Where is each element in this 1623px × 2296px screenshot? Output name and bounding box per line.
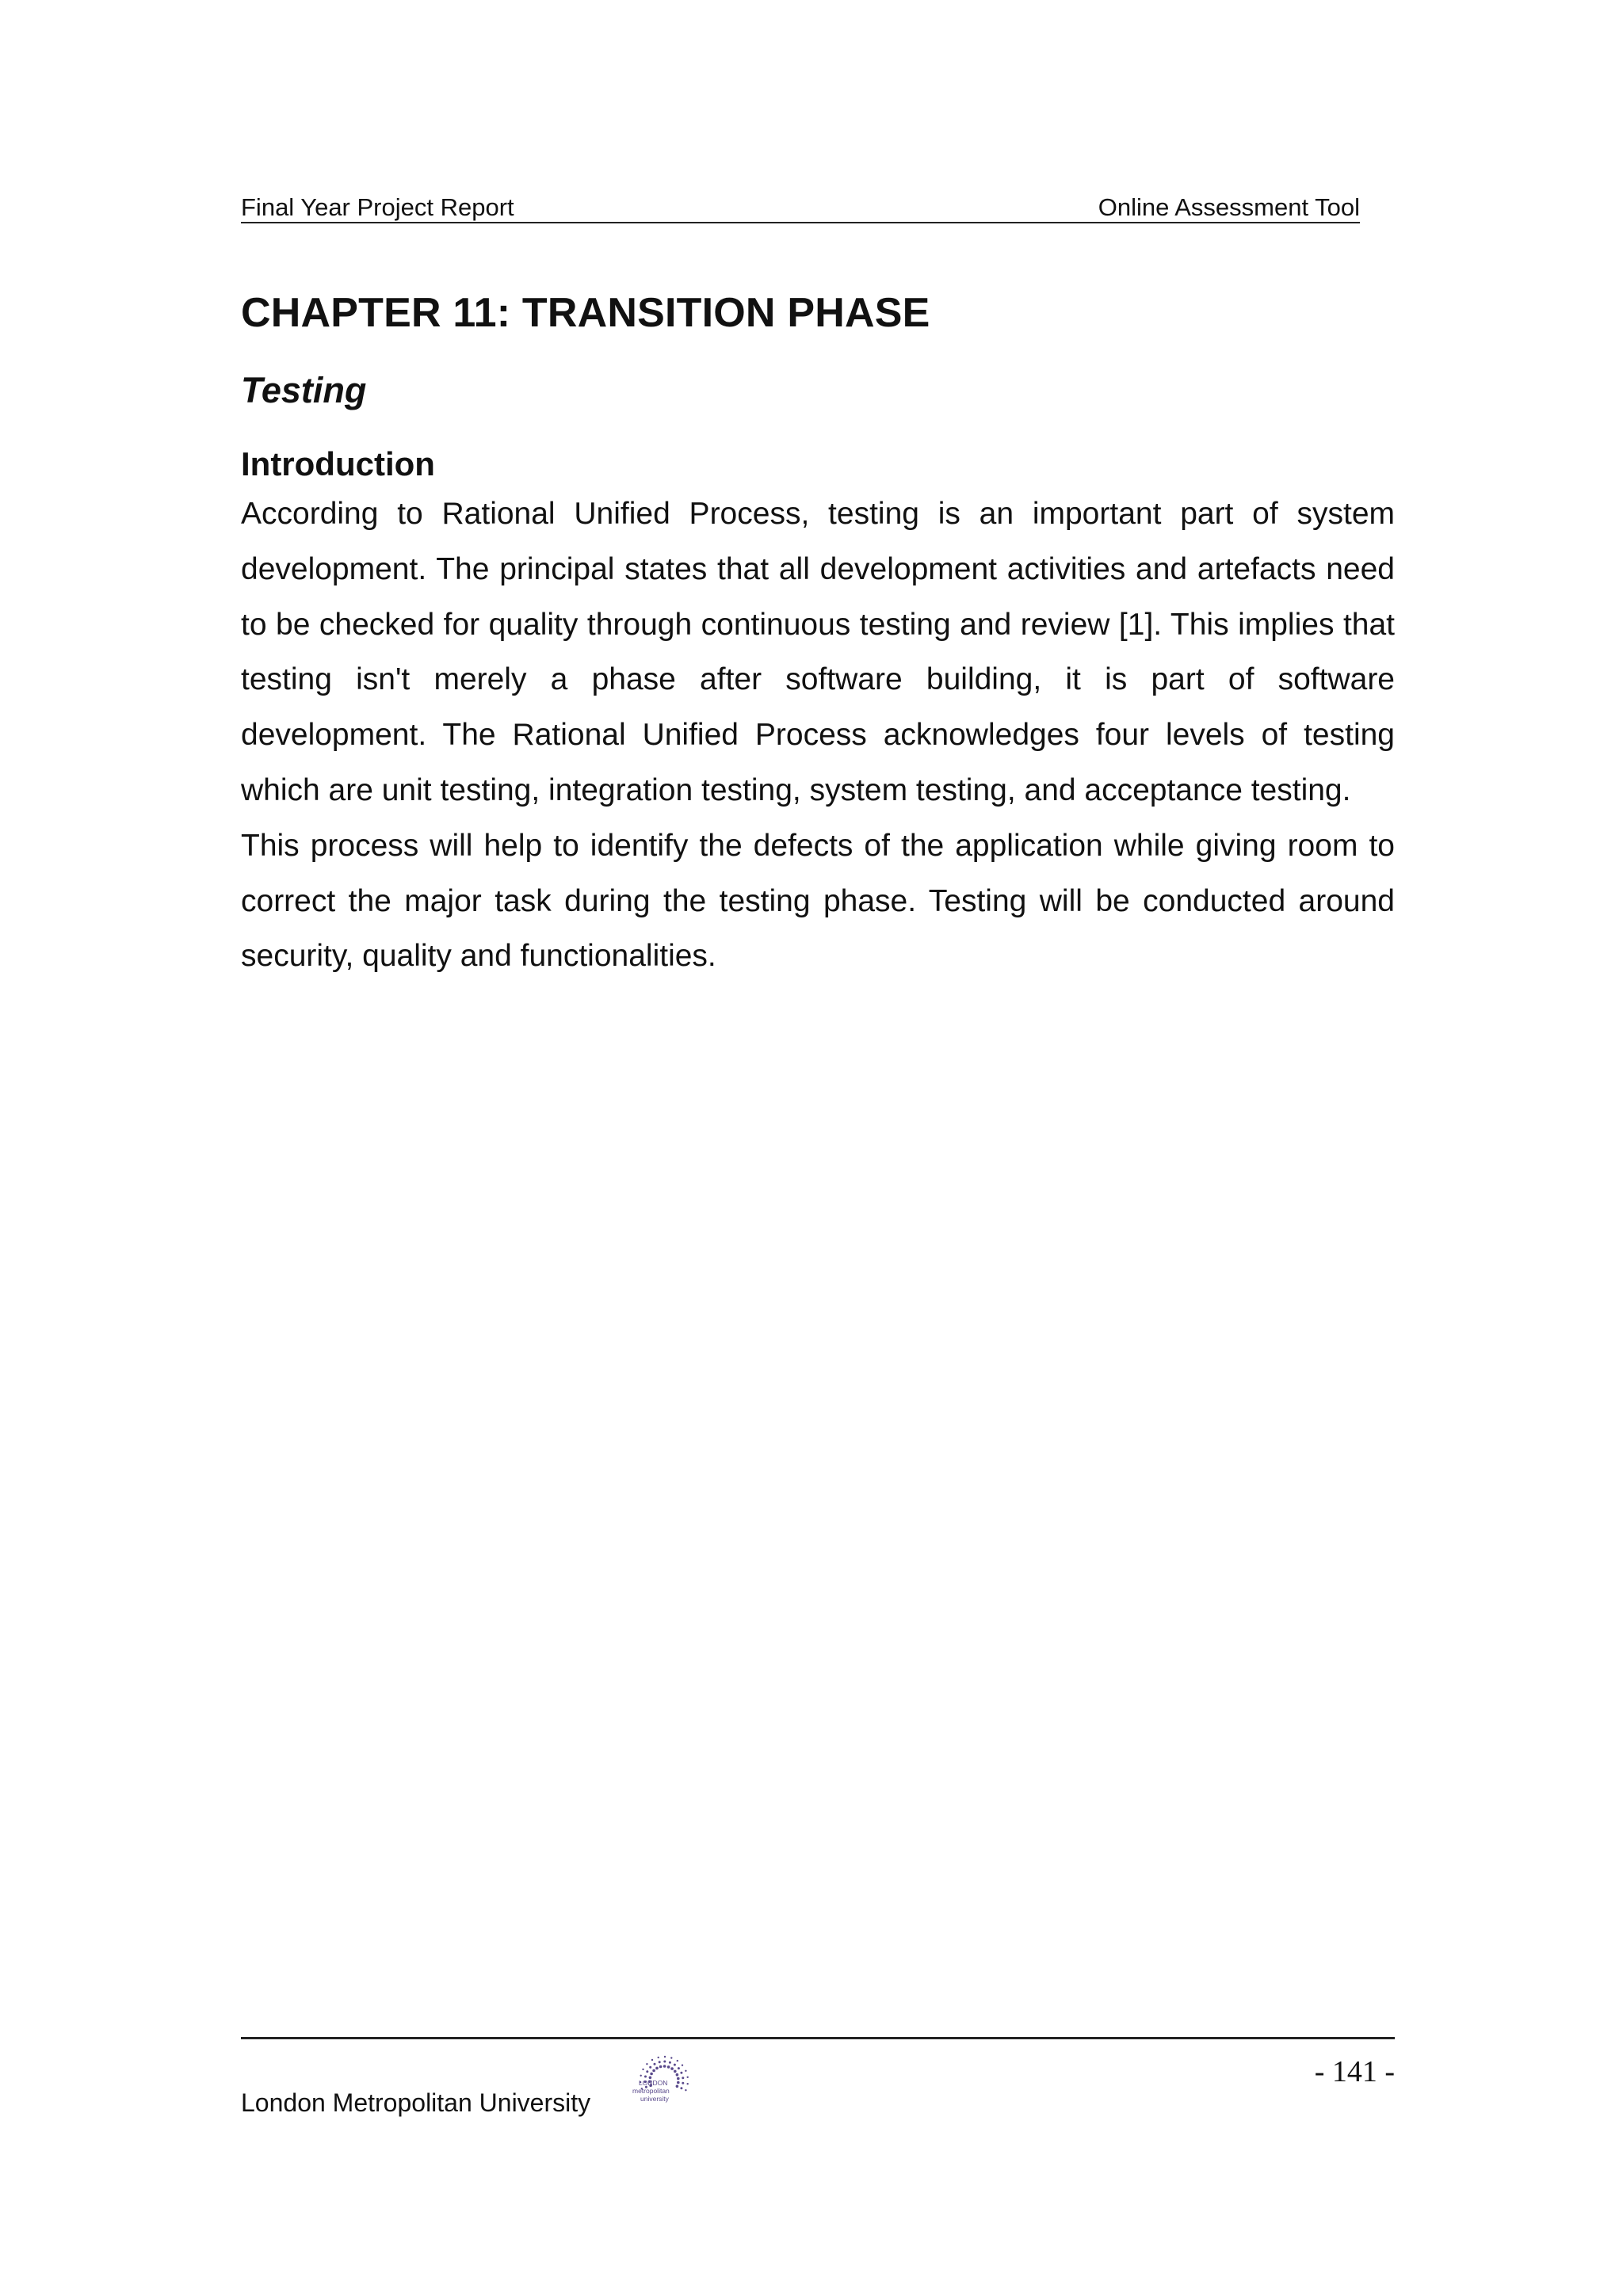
logo-dot xyxy=(652,2069,655,2073)
header-report-title: Final Year Project Report xyxy=(241,193,514,221)
logo-dot xyxy=(670,2067,674,2070)
logo-dot xyxy=(680,2072,682,2074)
chapter-title: CHAPTER 11: TRANSITION PHASE xyxy=(241,290,930,336)
logo-dot xyxy=(674,2070,677,2073)
logo-dot xyxy=(644,2076,647,2078)
logo-dot xyxy=(640,2075,642,2077)
logo-dot xyxy=(677,2060,678,2061)
logo-dot xyxy=(687,2083,689,2084)
logo-dot xyxy=(646,2063,647,2065)
logo-dot xyxy=(678,2067,680,2069)
logo-dot xyxy=(642,2069,643,2070)
logo-dot xyxy=(655,2067,659,2070)
logo-dot xyxy=(676,2073,679,2077)
header-project-name: Online Assessment Tool xyxy=(1098,193,1360,221)
subsection-title: Introduction xyxy=(241,445,435,482)
logo-dot xyxy=(658,2057,659,2058)
logo-dot xyxy=(664,2056,666,2058)
page-number: - 141 - xyxy=(1314,2055,1395,2088)
paragraph-2: This process will help to identify the defects of the application while giving room to correct the major task during the testing phase. Testing will be conducted around security, quality and functionalities. xyxy=(241,828,1395,974)
logo-dot xyxy=(687,2077,689,2078)
logo-dot xyxy=(669,2061,671,2064)
footer-university-name: London Metropolitan University xyxy=(241,2088,591,2117)
logo-text-line-2: metropolitan xyxy=(632,2087,670,2095)
logo-dot xyxy=(650,2073,653,2076)
section-title: Testing xyxy=(241,370,367,410)
logo-dot xyxy=(676,2085,679,2088)
logo-dot xyxy=(674,2064,676,2066)
logo-dot xyxy=(682,2077,684,2079)
logo-dot xyxy=(659,2061,661,2063)
logo-dot xyxy=(651,2059,653,2061)
logo-dot xyxy=(685,2089,686,2091)
logo-dot xyxy=(663,2061,666,2063)
logo-dot xyxy=(685,2070,686,2072)
university-logo-icon xyxy=(615,2054,702,2111)
logo-text-line-3: university xyxy=(640,2095,669,2103)
logo-dot xyxy=(654,2063,656,2065)
logo-dot xyxy=(680,2087,682,2089)
running-header xyxy=(241,193,1360,223)
logo-dot xyxy=(677,2081,680,2084)
logo-dot xyxy=(659,2065,663,2069)
logo-dot xyxy=(682,2065,683,2066)
logo-dot xyxy=(646,2070,648,2073)
logo-dot xyxy=(663,2065,666,2068)
logo-dot xyxy=(649,2066,651,2069)
footer-rule xyxy=(241,2037,1395,2039)
logo-text-line-1: LONDON xyxy=(639,2079,668,2087)
logo-dot xyxy=(670,2057,672,2058)
paragraph-1: According to Rational Unified Process, testing is an important part of system development. The principal states that all development activities and artefacts need to be checked for quality through continuous testing and review [1]. This implies that testing isn't merely a phase after software building, it is part of software development. The Rational Unified Process acknowledges four levels of testing which are unit testing, integration testing, system testing, and acceptance testing. xyxy=(241,497,1395,807)
logo-dot xyxy=(667,2065,670,2069)
logo-dot xyxy=(677,2077,680,2081)
body-text xyxy=(241,486,1395,984)
logo-dot xyxy=(682,2082,684,2084)
